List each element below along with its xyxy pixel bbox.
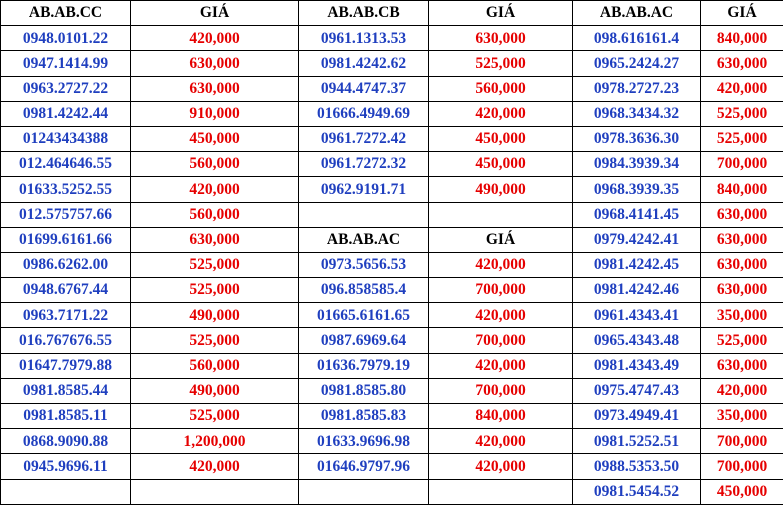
price: 560,000 <box>131 202 299 227</box>
phone-number: 0987.6969.64 <box>299 328 429 353</box>
price: 490,000 <box>429 177 573 202</box>
table-row <box>1 152 783 177</box>
column-header: GIÁ <box>701 1 783 26</box>
phone-number: 01665.6161.65 <box>299 303 429 328</box>
phone-number: 0968.3939.35 <box>573 177 701 202</box>
phone-number: 01699.6161.66 <box>1 227 131 252</box>
price: 630,000 <box>701 353 783 378</box>
price: 450,000 <box>429 152 573 177</box>
phone-number: 0981.8585.80 <box>299 378 429 403</box>
price: 525,000 <box>131 328 299 353</box>
table-row <box>1 278 783 303</box>
price: 420,000 <box>429 101 573 126</box>
price: 420,000 <box>131 177 299 202</box>
phone-number: 016.767676.55 <box>1 328 131 353</box>
phone-number: 0963.7171.22 <box>1 303 131 328</box>
phone-number: 0962.9191.71 <box>299 177 429 202</box>
phone-number: 0968.4141.45 <box>573 202 701 227</box>
phone-number: 0868.9090.88 <box>1 429 131 454</box>
price: 630,000 <box>701 227 783 252</box>
price: 525,000 <box>429 51 573 76</box>
price: 420,000 <box>131 454 299 479</box>
column-header: AB.AB.CC <box>1 1 131 26</box>
phone-number: 0944.4747.37 <box>299 76 429 101</box>
phone-number: 0975.4747.43 <box>573 378 701 403</box>
price: 630,000 <box>429 26 573 51</box>
table-row <box>1 227 783 252</box>
table-row <box>1 51 783 76</box>
column-header: AB.AB.CB <box>299 1 429 26</box>
phone-number: 01633.5252.55 <box>1 177 131 202</box>
phone-number: 0979.4242.41 <box>573 227 701 252</box>
phone-number: 01633.9696.98 <box>299 429 429 454</box>
phone-number: 0981.5454.52 <box>573 479 701 504</box>
price: 525,000 <box>701 328 783 353</box>
column-header: GIÁ <box>131 1 299 26</box>
price: 450,000 <box>701 479 783 504</box>
price: 700,000 <box>701 454 783 479</box>
price: 700,000 <box>701 152 783 177</box>
price: 630,000 <box>701 252 783 277</box>
price: 525,000 <box>131 404 299 429</box>
price: 700,000 <box>429 378 573 403</box>
column-header: GIÁ <box>429 227 573 252</box>
empty-cell <box>429 479 573 504</box>
phone-number: 0947.1414.99 <box>1 51 131 76</box>
price: 490,000 <box>131 303 299 328</box>
price: 450,000 <box>131 126 299 151</box>
phone-number: 0961.4343.41 <box>573 303 701 328</box>
phone-number: 0961.7272.42 <box>299 126 429 151</box>
phone-number: 0963.2727.22 <box>1 76 131 101</box>
price: 525,000 <box>131 278 299 303</box>
price: 525,000 <box>701 126 783 151</box>
price: 700,000 <box>429 278 573 303</box>
price: 420,000 <box>429 454 573 479</box>
price: 700,000 <box>429 328 573 353</box>
price: 840,000 <box>429 404 573 429</box>
price: 420,000 <box>429 303 573 328</box>
phone-number: 0981.8585.83 <box>299 404 429 429</box>
price: 420,000 <box>429 429 573 454</box>
phone-number: 0965.2424.27 <box>573 51 701 76</box>
phone-number: 0961.1313.53 <box>299 26 429 51</box>
phone-number: 01666.4949.69 <box>299 101 429 126</box>
price: 525,000 <box>131 252 299 277</box>
phone-number: 0988.5353.50 <box>573 454 701 479</box>
price: 420,000 <box>429 353 573 378</box>
price: 840,000 <box>701 26 783 51</box>
price: 420,000 <box>131 26 299 51</box>
phone-number: 0961.7272.32 <box>299 152 429 177</box>
column-header: GIÁ <box>429 1 573 26</box>
phone-number: 0981.4242.62 <box>299 51 429 76</box>
phone-number: 0978.3636.30 <box>573 126 701 151</box>
price: 910,000 <box>131 101 299 126</box>
phone-number: 0968.3434.32 <box>573 101 701 126</box>
price: 700,000 <box>701 429 783 454</box>
table-row <box>1 454 783 479</box>
phone-number: 0981.8585.44 <box>1 378 131 403</box>
table-row <box>1 26 783 51</box>
phone-number: 0981.5252.51 <box>573 429 701 454</box>
phone-number: 0948.6767.44 <box>1 278 131 303</box>
table-row <box>1 126 783 151</box>
price: 450,000 <box>429 126 573 151</box>
phone-number: 096.858585.4 <box>299 278 429 303</box>
phone-number: 0948.0101.22 <box>1 26 131 51</box>
price: 560,000 <box>131 353 299 378</box>
table-row <box>1 404 783 429</box>
price: 420,000 <box>701 76 783 101</box>
empty-cell <box>299 479 429 504</box>
price: 350,000 <box>701 404 783 429</box>
phone-number: 012.464646.55 <box>1 152 131 177</box>
column-header: AB.AB.AC <box>299 227 429 252</box>
table-row <box>1 378 783 403</box>
phone-number: 0965.4343.48 <box>573 328 701 353</box>
table-row <box>1 252 783 277</box>
phone-number: 01646.9797.96 <box>299 454 429 479</box>
phone-number: 01636.7979.19 <box>299 353 429 378</box>
phone-number: 0986.6262.00 <box>1 252 131 277</box>
phone-number: 0984.3939.34 <box>573 152 701 177</box>
price: 630,000 <box>131 76 299 101</box>
phone-number: 0978.2727.23 <box>573 76 701 101</box>
price: 350,000 <box>701 303 783 328</box>
phone-number: 0945.9696.11 <box>1 454 131 479</box>
table-row <box>1 479 783 504</box>
price: 560,000 <box>131 152 299 177</box>
table-row <box>1 76 783 101</box>
price: 630,000 <box>131 227 299 252</box>
price: 630,000 <box>701 51 783 76</box>
empty-cell <box>429 202 573 227</box>
phone-number: 0981.4242.46 <box>573 278 701 303</box>
phone-number: 0973.5656.53 <box>299 252 429 277</box>
table-row <box>1 177 783 202</box>
price: 630,000 <box>701 202 783 227</box>
phone-number: 012.575757.66 <box>1 202 131 227</box>
table-row <box>1 303 783 328</box>
price: 420,000 <box>429 252 573 277</box>
phone-number: 0981.4242.44 <box>1 101 131 126</box>
table-row <box>1 353 783 378</box>
empty-cell <box>299 202 429 227</box>
table-body <box>1 1 783 505</box>
table-row <box>1 101 783 126</box>
table-row <box>1 429 783 454</box>
phone-number: 098.616161.4 <box>573 26 701 51</box>
price: 525,000 <box>701 101 783 126</box>
table-row <box>1 202 783 227</box>
column-header: AB.AB.AC <box>573 1 701 26</box>
price: 490,000 <box>131 378 299 403</box>
phone-number: 0981.4242.45 <box>573 252 701 277</box>
phone-number: 01647.7979.88 <box>1 353 131 378</box>
empty-cell <box>1 479 131 504</box>
price: 560,000 <box>429 76 573 101</box>
empty-cell <box>131 479 299 504</box>
header-row <box>1 1 783 26</box>
price: 630,000 <box>701 278 783 303</box>
phone-number: 0973.4949.41 <box>573 404 701 429</box>
table-row <box>1 328 783 353</box>
price: 630,000 <box>131 51 299 76</box>
price: 1,200,000 <box>131 429 299 454</box>
price: 840,000 <box>701 177 783 202</box>
phone-number: 0981.4343.49 <box>573 353 701 378</box>
price: 420,000 <box>701 378 783 403</box>
phone-number: 0981.8585.11 <box>1 404 131 429</box>
phone-number: 01243434388 <box>1 126 131 151</box>
